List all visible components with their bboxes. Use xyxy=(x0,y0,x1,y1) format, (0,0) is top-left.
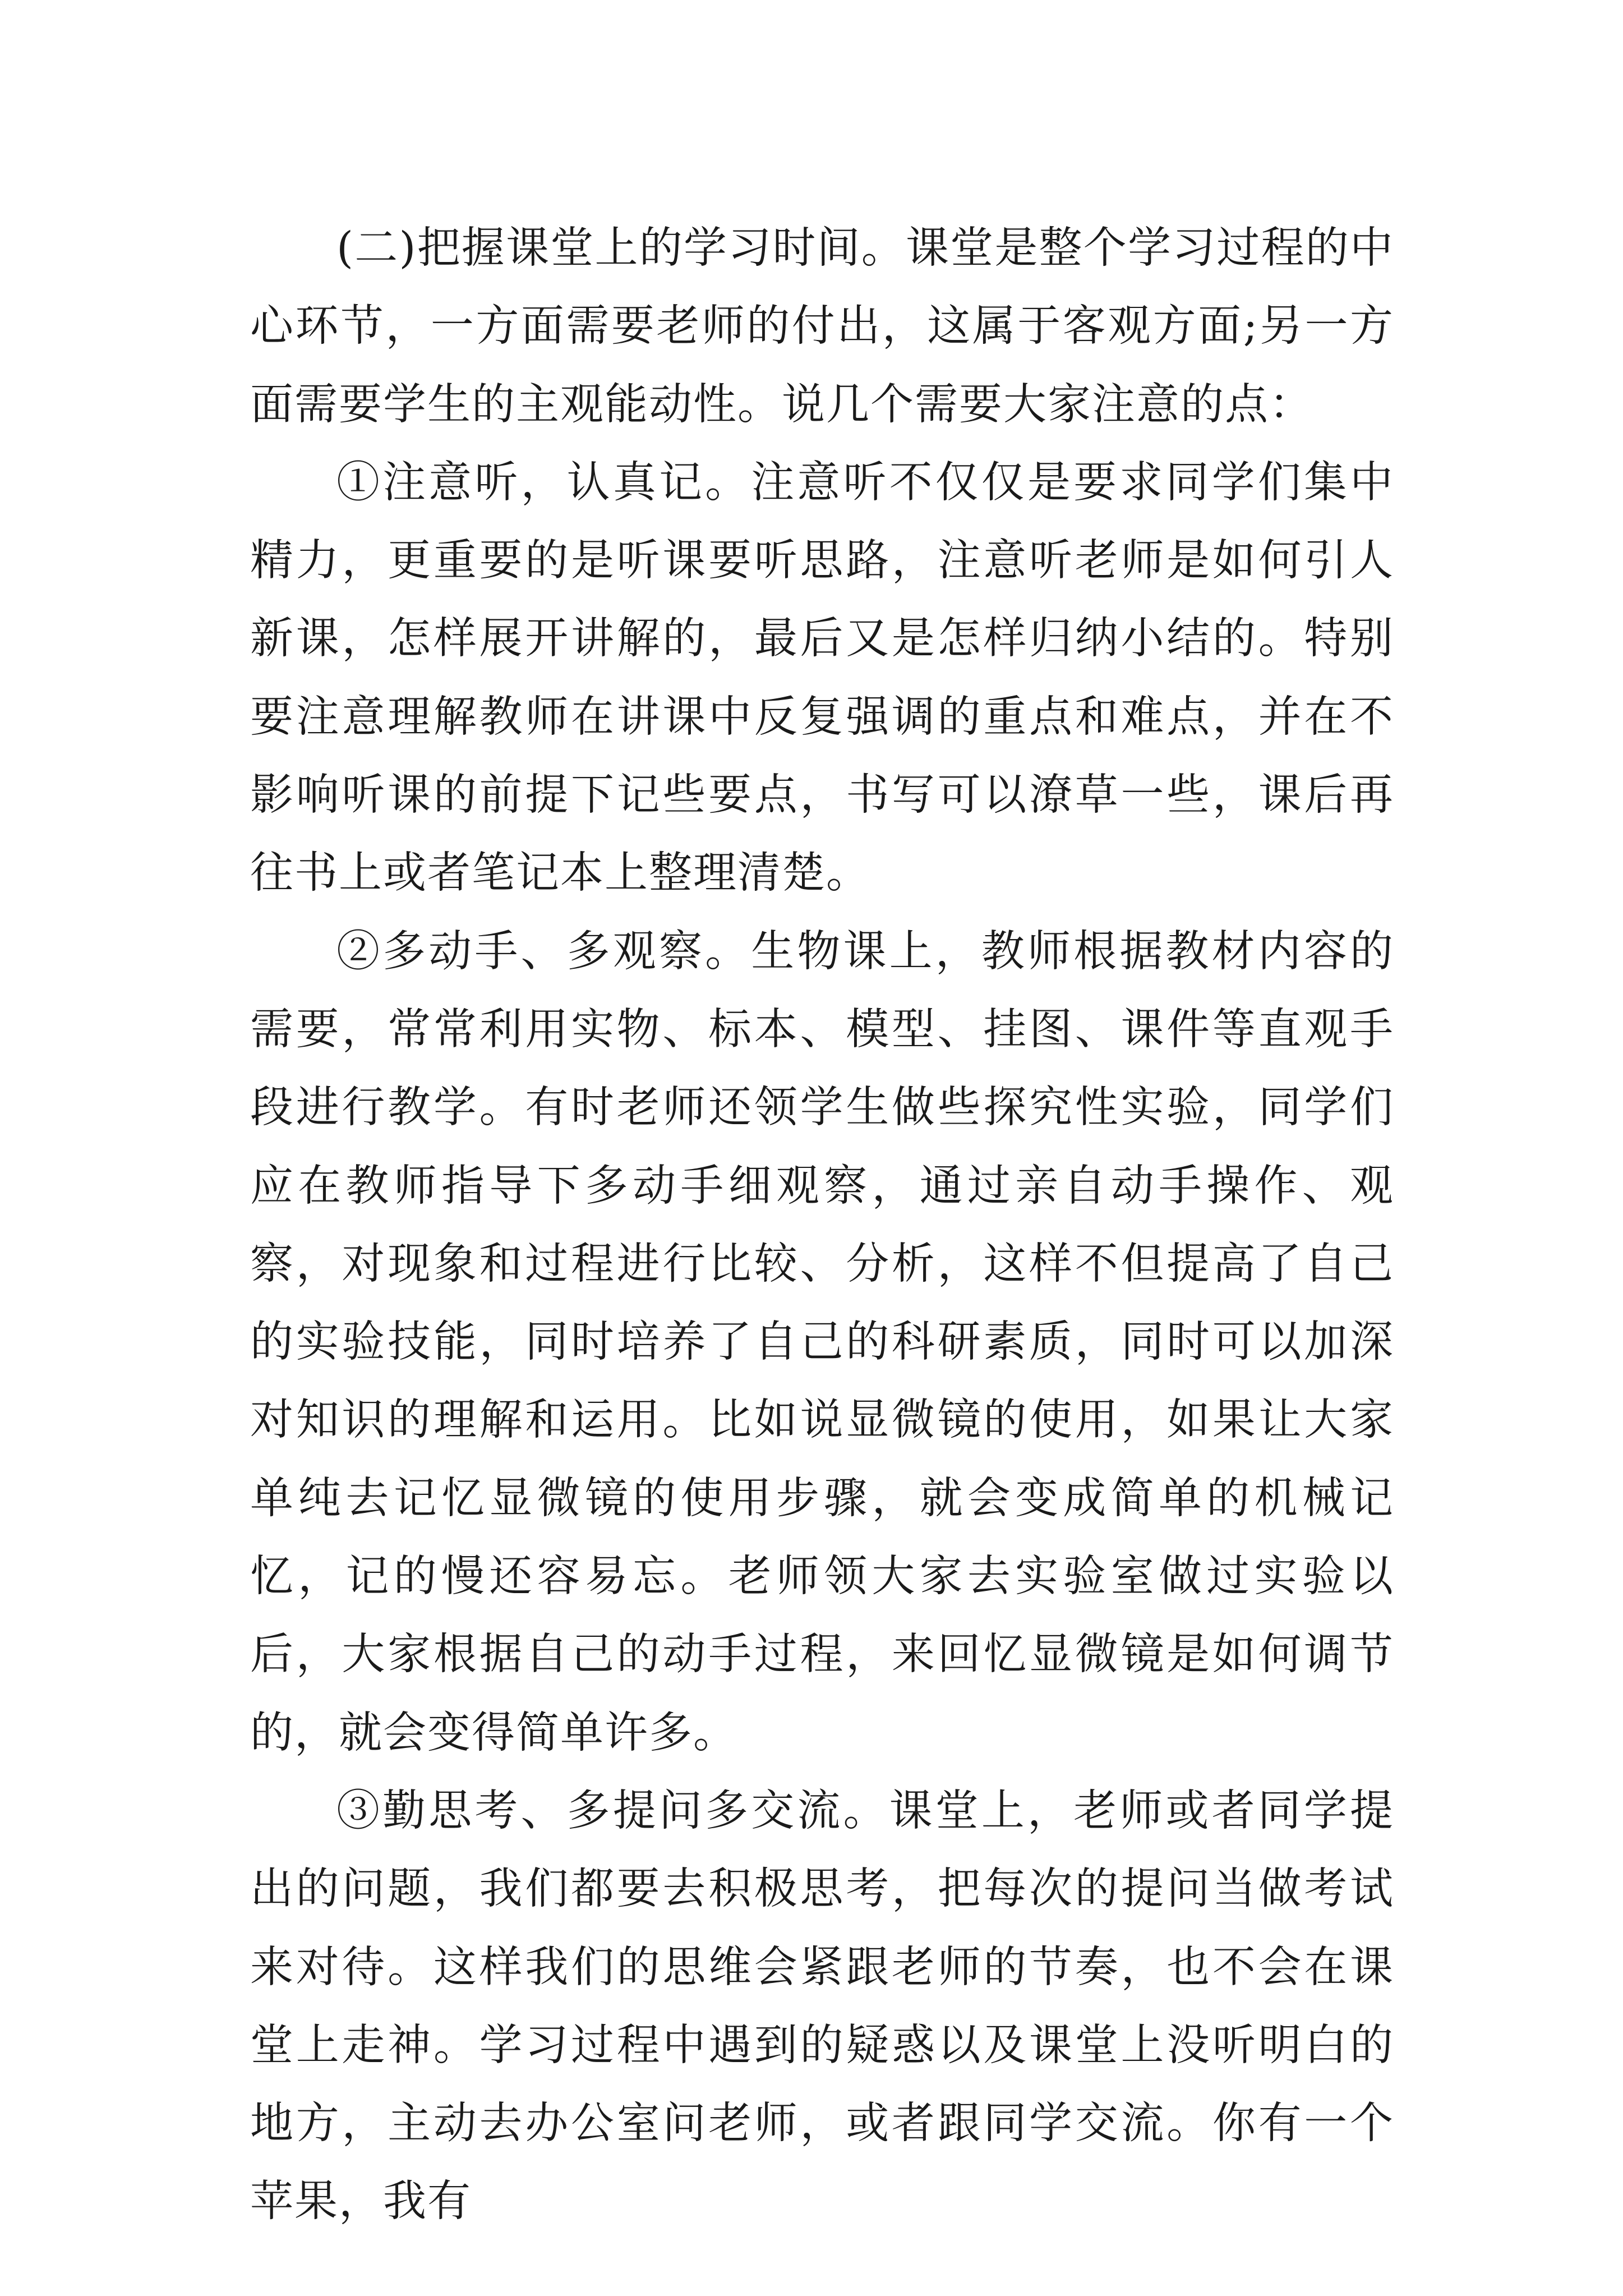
paragraph-point-1: ①注意听，认真记。注意听不仅仅是要求同学们集中精力，更重要的是听课要听思路，注意听老师是如何引人新课，怎样展开讲解的，最后又是怎样归纳小结的。特别要注意理解教师在讲课中反复强调的重点和难点，并在不影响听课的前提下记些要点，书写可以潦草一些，课后再往书上或者笔记本上整理清楚。 xyxy=(250,457,1394,899)
paragraph-section-2-intro: (二)把握课堂上的学习时间。课堂是整个学习过程的中心环节，一方面需要老师的付出，这属于客观方面;另一方面需要学生的主观能动性。说几个需要大家注意的点： xyxy=(250,223,1394,430)
paragraph-point-2: ②多动手、多观察。生物课上，教师根据教材内容的需要，常常利用实物、标本、模型、挂图、课件等直观手段进行教学。有时老师还领学生做些探究性实验，同学们应在教师指导下多动手细观察，通过亲自动手操作、观察，对现象和过程进行比较、分析，这样不但提高了自己的实验技能，同时培养了自己的科研素质，同时可以加深对知识的理解和运用。比如说显微镜的使用，如果让大家单纯去记忆显微镜的使用步骤，就会变成简单的机械记忆，记的慢还容易忘。老师领大家去实验室做过实验以后，大家根据自己的动手过程，来回忆显微镜是如何调节的，就会变得简单许多。 xyxy=(250,926,1394,1758)
paragraph-point-3: ③勤思考、多提问多交流。课堂上，老师或者同学提出的问题，我们都要去积极思考，把每次的提问当做考试来对待。这样我们的思维会紧跟老师的节奏，也不会在课堂上走神。学习过程中遇到的疑惑以及课堂上没听明白的地方，主动去办公室问老师，或者跟同学交流。你有一个苹果，我有 xyxy=(250,1786,1394,2227)
document-body xyxy=(250,209,1394,2241)
